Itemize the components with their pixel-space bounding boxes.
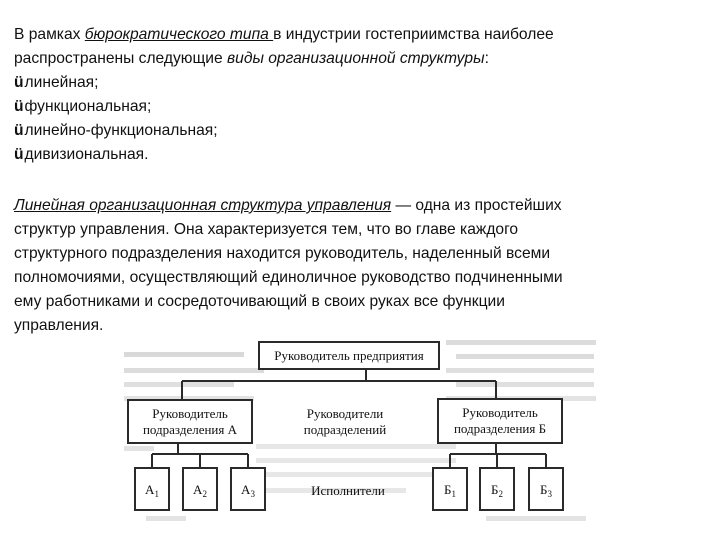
- unit-b-head-label: Руководитель: [462, 405, 538, 420]
- check-icon: ü: [14, 98, 24, 115]
- intro-text: в индустрии гостеприимства наиболее: [273, 26, 554, 43]
- definition-paragraph: [14, 194, 710, 338]
- performer-a3-label: $А_3$: [241, 482, 255, 499]
- definition-line: ему работниками и сосредоточивающий в своих руках все функции: [14, 293, 505, 310]
- unit-heads-caption: Руководители: [306, 406, 384, 421]
- list-item-label: линейно-функциональная;: [24, 122, 218, 139]
- unit-heads-caption: подразделений: [303, 422, 387, 437]
- unit-a-head-label: подразделения А: [142, 422, 238, 437]
- performer-a2-label: $А_2$: [193, 482, 207, 499]
- intro-line-1: [14, 23, 710, 47]
- definition-text: — одна из простейших: [391, 197, 562, 214]
- list-item-label: линейная;: [24, 74, 99, 91]
- definition-line: управления.: [14, 317, 104, 334]
- intro-line-2: [14, 47, 710, 71]
- intro-text: В рамках: [14, 26, 85, 43]
- definition-line: полномочиями, осуществляющий единоличное руководство подчиненными: [14, 269, 563, 286]
- performer-b3-label: $Б_3$: [540, 482, 552, 499]
- list-item-label: дивизиональная.: [24, 146, 149, 163]
- org-chart-svg: [116, 332, 596, 528]
- linear-structure-term: Линейная организационная структура управления: [14, 197, 392, 214]
- org-structure-types-term: виды организационной структуры: [227, 50, 485, 67]
- intro-text: распространены следующие: [14, 50, 228, 67]
- performer-b1-label: $Б_1$: [444, 482, 456, 499]
- definition-line: структур управления. Она характеризуется тем, что во главе каждого: [14, 221, 519, 238]
- list-item: [14, 143, 710, 167]
- list-item: [14, 71, 710, 95]
- intro-paragraph: [14, 23, 710, 167]
- unit-b-head-label: подразделения Б: [453, 421, 547, 436]
- intro-text: :: [484, 50, 489, 67]
- check-icon: ü: [14, 74, 24, 91]
- performer-a1-label: $А_1$: [145, 482, 159, 499]
- enterprise-head-label: Руководитель предприятия: [274, 348, 424, 363]
- definition-line: [14, 194, 710, 218]
- org-chart-diagram: [116, 332, 596, 528]
- bureaucratic-type-term: бюрократического типа: [84, 26, 274, 43]
- performers-caption: Исполнители: [311, 483, 385, 498]
- unit-a-head-label: Руководитель: [152, 406, 228, 421]
- list-item-label: функциональная;: [24, 98, 152, 115]
- check-icon: ü: [14, 146, 24, 163]
- performer-b2-label: $Б_2$: [491, 482, 503, 499]
- list-item: [14, 119, 710, 143]
- list-item: [14, 95, 710, 119]
- check-icon: ü: [14, 122, 24, 139]
- definition-line: структурного подразделения находится руководитель, наделенный всеми: [14, 245, 551, 262]
